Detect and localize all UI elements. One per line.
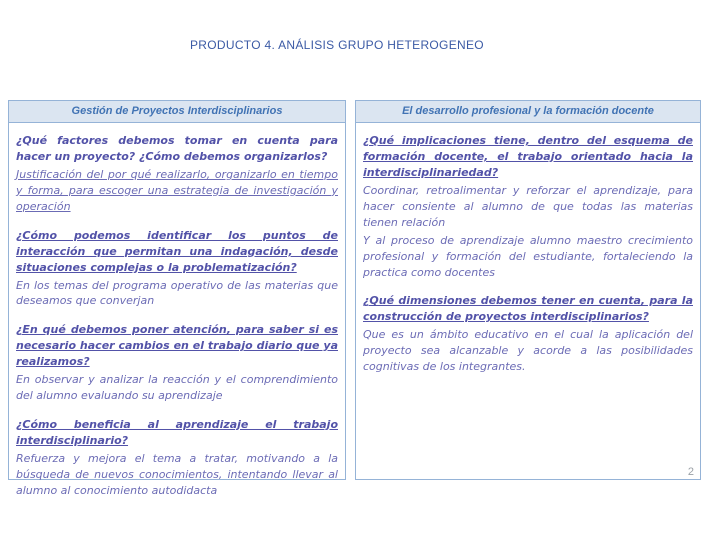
question-text: ¿Cómo beneficia al aprendizaje el trabajo interdisciplinario? [16,418,338,447]
question-text: ¿Qué implicaciones tiene, dentro del esquema de formación docente, el trabajo orientado hacia la interdisciplinariedad? [363,134,693,179]
left-table [8,100,346,497]
right-table-body [356,123,700,383]
answer-text: Justificación del por qué realizarlo, organizarlo en tiempo y forma, para escoger una estrategia de investigación y operación [16,167,338,213]
answer-text: Coordinar, retroalimentar y reforzar el aprendizaje, para hacer consiente al alumno de que todas las materias tienen relación [363,183,693,229]
page-number: 2 [687,466,694,478]
answer-text: Que es un ámbito educativo en el cual la aplicación del proyecto sea alcanzable y acorde a las posibilidades cognitivas de los integrantes. [363,328,693,374]
answer-text: En observar y analizar la reacción y el comprendimiento del alumno evaluando su aprendizaje [16,373,338,403]
right-table-header: El desarrollo profesional y la formación docente [356,101,700,123]
right-table [355,100,701,480]
left-table-body [9,123,345,507]
slide-title: PRODUCTO 4. ANÁLISIS GRUPO HETEROGENEO [190,38,484,52]
answer-text: En los temas del programa operativo de las materias que deseamos que converjan [16,278,338,308]
question-text: ¿Cómo podemos identificar los puntos de interacción que permitan una indagación, desde situaciones complejas o la problematización? [16,228,338,274]
question-text: ¿En qué debemos poner atención, para saber si es necesario hacer cambios en el trabajo diario que ya realizamos? [16,323,338,369]
question-text: ¿Qué factores debemos tomar en cuenta para hacer un proyecto? ¿Cómo debemos organizarlos? [16,134,338,163]
answer-text: Y al proceso de aprendizaje alumno maestro crecimiento profesional y formación del estudiante, fortaleciendo la practica como docentes [363,233,693,279]
answer-text: Refuerza y mejora el tema a tratar, motivando a la búsqueda de nuevos conocimientos, intentando llevar al alumno al conocimiento autodidacta [16,451,338,497]
question-text: ¿Qué dimensiones debemos tener en cuenta, para la construcción de proyectos interdisciplinarios? [363,294,693,324]
left-table-header: Gestión de Proyectos Interdisciplinarios [9,101,345,123]
